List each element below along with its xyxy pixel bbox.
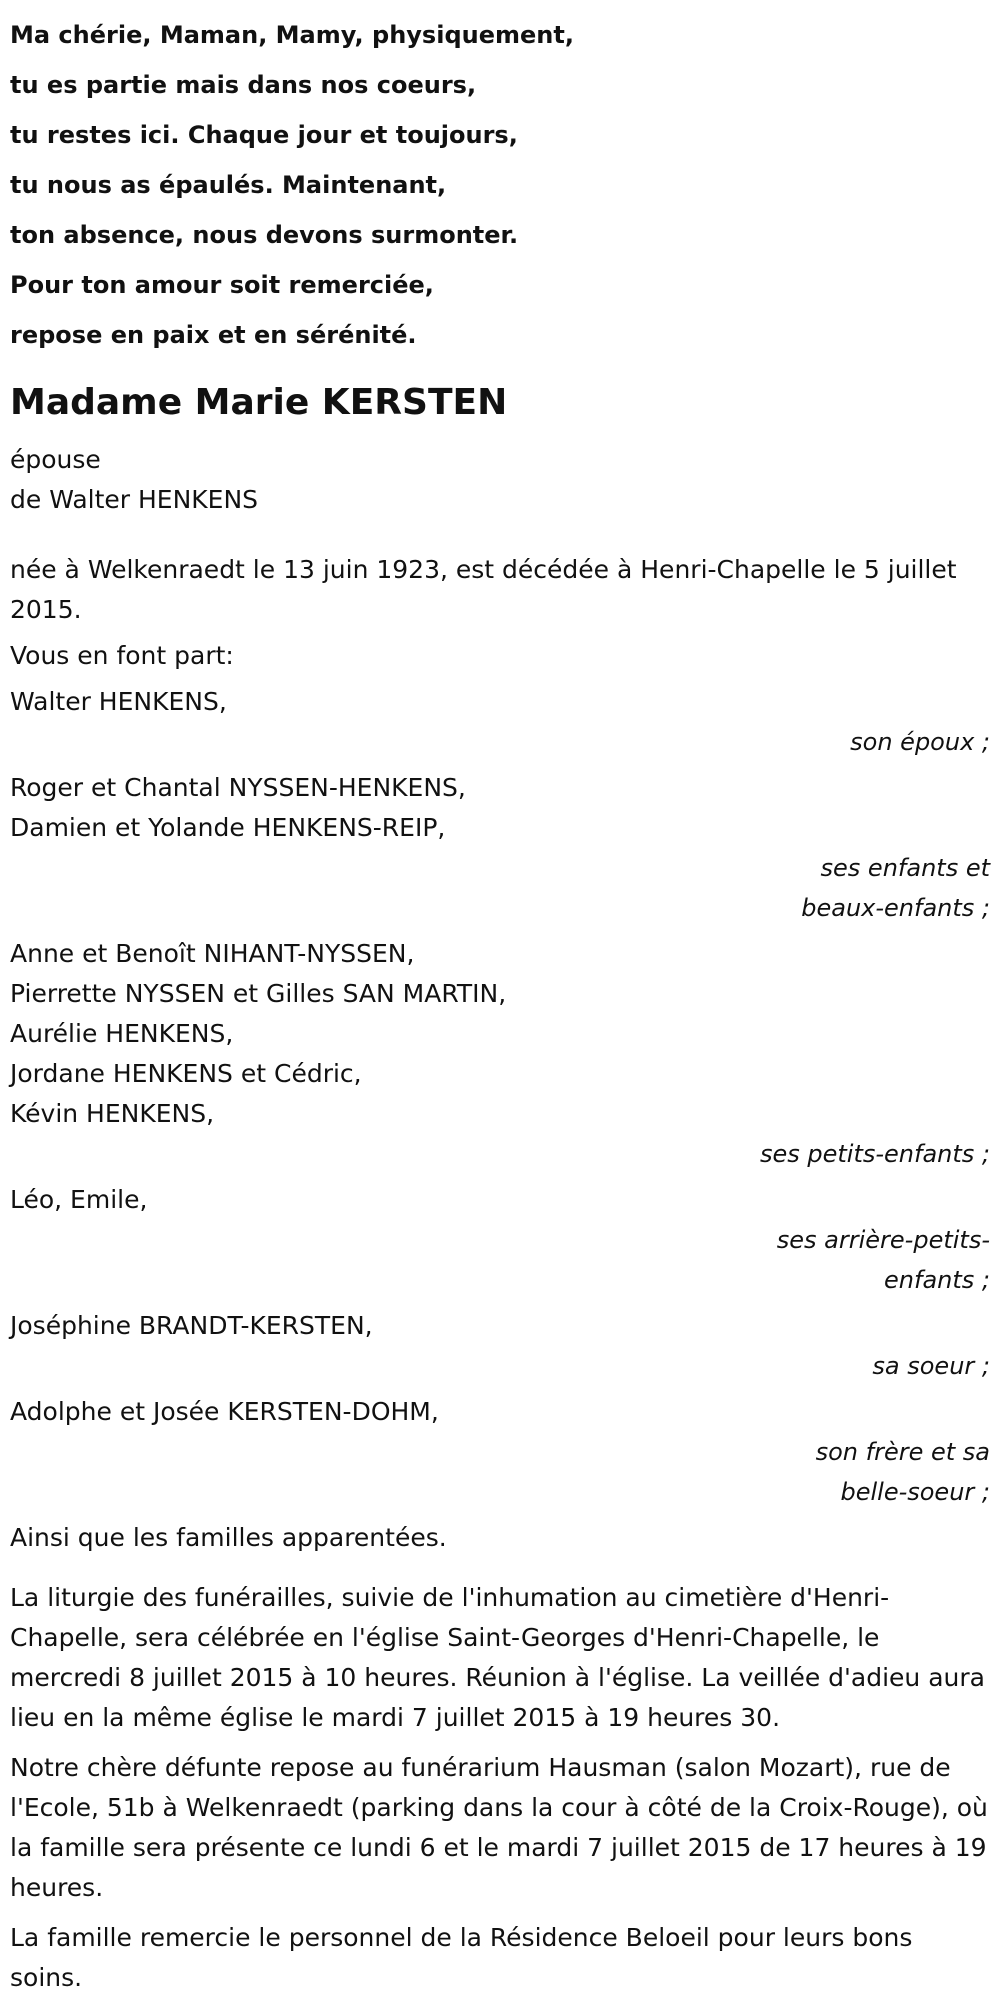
family-member: Walter HENKENS, [10,687,227,716]
poem-line: Pour ton amour soit remerciée, [10,271,434,299]
family-group [10,768,990,928]
family-member: Aurélie HENKENS, [10,1019,234,1048]
family-member: Léo, Emile, [10,1185,148,1214]
deceased-name: Madame Marie KERSTEN [10,382,508,423]
family-group [10,682,990,762]
spouse-label: épouse [10,445,101,474]
family-member: Damien et Yolande HENKENS-REIP, [10,813,446,842]
family-member: Jordane HENKENS et Cédric, [10,1059,362,1088]
family-member: Pierrette NYSSEN et Gilles SAN MARTIN, [10,979,507,1008]
poem-line: tu es partie mais dans nos coeurs, [10,71,477,99]
family-role: belle-soeur ; [840,1478,990,1506]
family-group [10,1392,990,1512]
family-role: ses enfants et [820,854,990,882]
poem-line: repose en paix et en sérénité. [10,321,417,349]
family-role: beaux-enfants ; [801,894,990,922]
family-role: ses arrière-petits- [776,1226,990,1254]
family-member: Joséphine BRANDT-KERSTEN, [10,1311,373,1340]
family-member: Roger et Chantal NYSSEN-HENKENS, [10,773,466,802]
funerarium-paragraph: Notre chère défunte repose au funérarium Hausman (salon Mozart), rue de l'Ecole, 51b à Welkenraedt (parking dans la cour à côté de la Croix-Rouge), où la famille sera présente ce lundi 6 et le mardi 7 juillet 2015 de 17 heures à 19 heures. [10,1753,988,1902]
poem-line: tu nous as épaulés. Maintenant, [10,171,447,199]
family-member: Anne et Benoît NIHANT-NYSSEN, [10,939,415,968]
poem [10,10,990,360]
family-member: Adolphe et Josée KERSTEN-DOHM, [10,1397,439,1426]
thanks-paragraph: La famille remercie le personnel de la Résidence Beloeil pour leurs bons soins. [10,1923,913,1992]
family-role: enfants ; [884,1266,990,1294]
poem-line: ton absence, nous devons surmonter. [10,221,519,249]
relatives-line: Ainsi que les familles apparentées. [10,1523,447,1552]
family-role: sa soeur ; [872,1352,990,1380]
family-group [10,1306,990,1386]
announce-label: Vous en font part: [10,641,234,670]
family-role: son frère et sa [815,1438,990,1466]
family-group [10,1180,990,1300]
family-role: son époux ; [850,728,990,756]
family-list [10,682,990,1512]
family-group [10,934,990,1174]
family-member: Kévin HENKENS, [10,1099,215,1128]
poem-line: tu restes ici. Chaque jour et toujours, [10,121,518,149]
birth-death-info: née à Welkenraedt le 13 juin 1923, est décédée à Henri-Chapelle le 5 juillet 2015. [10,555,957,624]
family-role: ses petits-enfants ; [759,1140,990,1168]
funeral-paragraph: La liturgie des funérailles, suivie de l'inhumation au cimetière d'Henri-Chapelle, sera célébrée en l'église Saint-Georges d'Henri-Chapelle, le mercredi 8 juillet 2015 à 10 heures. Réunion à l'église. La veillée d'adieu aura lieu en la même église le mardi 7 juillet 2015 à 19 heures 30. [10,1583,985,1732]
poem-line: Ma chérie, Maman, Mamy, physiquement, [10,21,574,49]
spouse-name: de Walter HENKENS [10,485,259,514]
